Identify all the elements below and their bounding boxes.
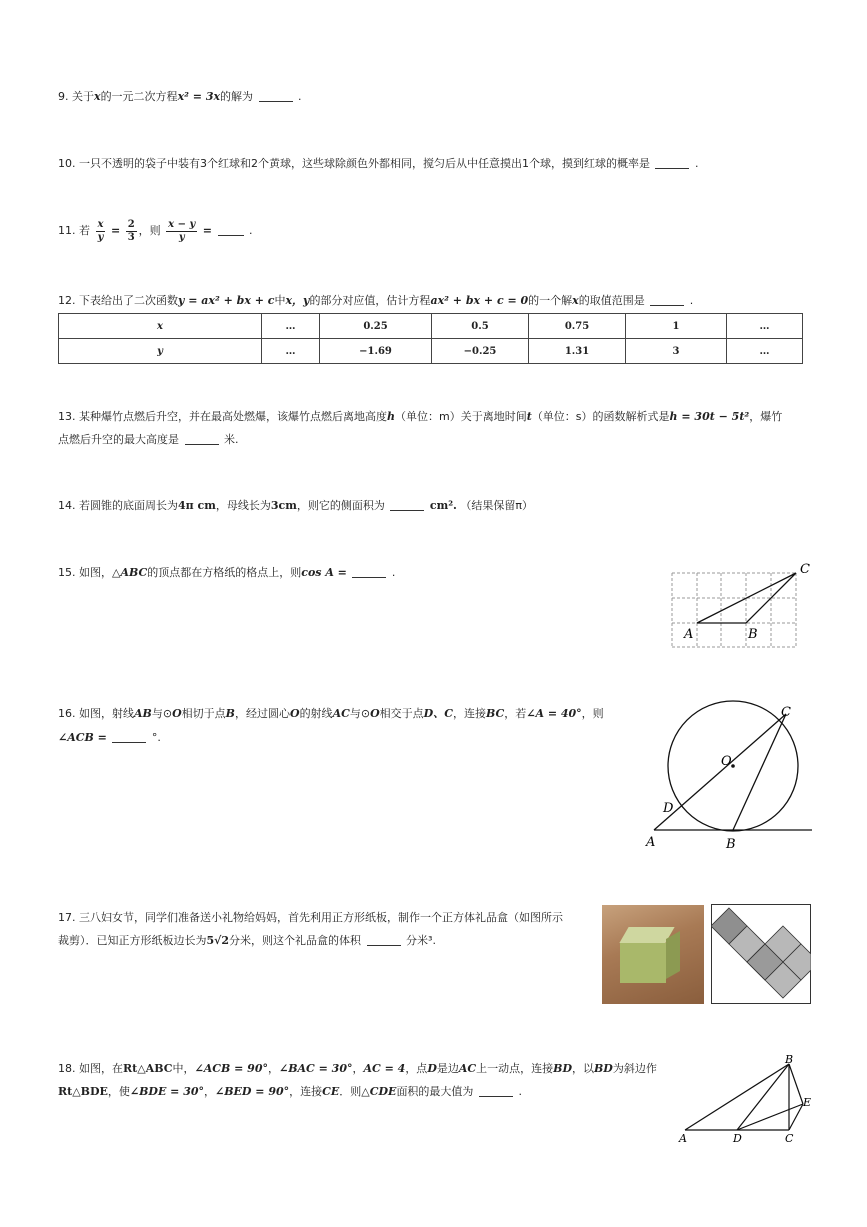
question-17-line-1 bbox=[58, 906, 563, 929]
q16-o1: O bbox=[172, 707, 182, 720]
q16-o2: O bbox=[289, 707, 300, 720]
q9-tail: . bbox=[298, 90, 302, 103]
table-row bbox=[59, 339, 803, 364]
q16-ab: AB bbox=[134, 707, 152, 720]
q15-tail: . bbox=[391, 566, 396, 579]
question-14 bbox=[58, 494, 533, 517]
label-e: E bbox=[803, 1096, 812, 1109]
q14-perimeter: 4π cm bbox=[178, 499, 216, 512]
q16-text-e: 的射线 bbox=[299, 707, 333, 720]
answer-blank[interactable] bbox=[390, 498, 424, 511]
table-cell: −1.69 bbox=[320, 339, 432, 364]
q9-suffix: 的解为 bbox=[220, 90, 254, 103]
table-cell: y bbox=[59, 339, 262, 364]
q18-bd2: BD bbox=[594, 1062, 613, 1075]
answer-blank[interactable] bbox=[112, 730, 146, 743]
q15-triangle: △ABC bbox=[112, 566, 148, 579]
question-10 bbox=[58, 152, 698, 175]
q16-ac: AC bbox=[332, 707, 350, 720]
q16-text-h: ，连接 bbox=[452, 707, 486, 720]
answer-blank[interactable] bbox=[650, 293, 684, 306]
q13-text-d: ，爆竹 bbox=[749, 410, 783, 423]
q16-text-g: 相交于点 bbox=[379, 707, 424, 720]
q17-text-a: 裁剪）．已知正方形纸板边长为 bbox=[58, 934, 207, 947]
q14-length: 3cm bbox=[270, 499, 297, 512]
table-cell: −0.25 bbox=[432, 339, 529, 364]
answer-blank[interactable] bbox=[352, 565, 386, 578]
label-b: B bbox=[726, 837, 736, 852]
q12-mid2: 的部分对应值，估计方程 bbox=[309, 294, 431, 307]
q16-bc: BC bbox=[485, 707, 505, 720]
value-table bbox=[58, 313, 803, 364]
answer-blank[interactable] bbox=[655, 156, 689, 169]
q18-d: D bbox=[427, 1062, 437, 1075]
q12-var: x bbox=[572, 294, 579, 307]
q10-tail: . bbox=[694, 157, 699, 170]
table-cell: x bbox=[59, 314, 262, 339]
label-a: A bbox=[646, 835, 656, 850]
q16-o3: O bbox=[370, 707, 380, 720]
q12-suffix: 的取值范围是 bbox=[578, 294, 645, 307]
label-c: C bbox=[781, 705, 791, 720]
label-b: B bbox=[785, 1053, 794, 1066]
question-13-line-2 bbox=[58, 428, 239, 451]
q18-text-f: ，以 bbox=[572, 1062, 594, 1075]
q9-mid: 的一元二次方程 bbox=[100, 90, 178, 103]
table-cell: 1.31 bbox=[529, 339, 626, 364]
q18-c4: ∠BDE = 30° bbox=[129, 1085, 205, 1098]
q13-text-a: 13. 某种爆竹点燃后升空，并在最高处燃爆，该爆竹点燃后离地高度 bbox=[58, 410, 387, 423]
table-cell: 0.25 bbox=[320, 314, 432, 339]
q18-c5: ∠BED = 90° bbox=[215, 1085, 290, 1098]
q18-rt2: Rt△BDE bbox=[58, 1085, 108, 1098]
label-a: A bbox=[679, 1132, 687, 1144]
q18-bd: BD bbox=[553, 1062, 572, 1075]
q16-text-j: ，则 bbox=[581, 707, 604, 720]
answer-blank[interactable] bbox=[259, 89, 293, 102]
q12-mid3: 的一个解 bbox=[528, 294, 573, 307]
q9-equation: x² = 3x bbox=[177, 90, 221, 103]
fraction-x-minus-y-over-y: $\frac{x - y}{y}$ bbox=[168, 218, 196, 243]
label-d: D bbox=[663, 801, 674, 816]
q16-text-b: 与⊙ bbox=[151, 707, 173, 720]
q11-prefix: 11. 若 bbox=[58, 224, 90, 237]
q13-line2: 点燃后升空的最大高度是 bbox=[58, 433, 179, 446]
label-o: O bbox=[721, 754, 732, 769]
q13-text-b: （单位：m）关于离地时间 bbox=[395, 410, 527, 423]
question-15 bbox=[58, 561, 395, 584]
answer-blank[interactable] bbox=[185, 432, 219, 445]
q18-text-2d: 面积的最大值为 bbox=[396, 1085, 474, 1098]
q18-rt1: Rt△ABC bbox=[123, 1062, 173, 1075]
fraction-2-over-3: $\frac{2}{3}$ bbox=[127, 218, 135, 243]
q15-prefix: 15. 如图， bbox=[58, 566, 112, 579]
q18-text-b: 中， bbox=[172, 1062, 195, 1075]
label-b: B bbox=[748, 627, 758, 642]
q18-ac: AC bbox=[458, 1062, 477, 1075]
q18-sep2: ， bbox=[352, 1062, 364, 1075]
q18-text-g: 为斜边作 bbox=[612, 1062, 657, 1075]
q12-prefix: 12. 下表给出了二次函数 bbox=[58, 294, 178, 307]
label-c: C bbox=[800, 562, 810, 577]
q13-t: t bbox=[526, 410, 532, 423]
label-a: A bbox=[684, 627, 694, 642]
q11-tail: . bbox=[249, 224, 253, 237]
q12-func: y = ax² + bx + c bbox=[178, 294, 275, 307]
question-11 bbox=[58, 216, 253, 246]
q16-dc: D、C bbox=[423, 707, 453, 720]
label-d: D bbox=[733, 1132, 742, 1144]
q18-c1: ∠ACB = 90° bbox=[194, 1062, 268, 1075]
q12-vars: x，y bbox=[285, 294, 310, 307]
right-triangle-figure bbox=[675, 1052, 815, 1144]
table-cell: 0.5 bbox=[432, 314, 529, 339]
answer-blank[interactable] bbox=[479, 1084, 513, 1097]
q14-prefix: 14. 若圆锥的底面周长为 bbox=[58, 499, 178, 512]
question-18-line-1 bbox=[58, 1057, 657, 1080]
table-cell: … bbox=[727, 314, 803, 339]
answer-blank[interactable] bbox=[367, 933, 401, 946]
table-cell: 3 bbox=[626, 339, 727, 364]
table-cell: 1 bbox=[626, 314, 727, 339]
cube-net-figure bbox=[711, 904, 811, 1004]
question-13-line-1 bbox=[58, 405, 782, 428]
q18-text-c: ，点 bbox=[405, 1062, 428, 1075]
q15-mid: 的顶点都在方格纸的格点上，则 bbox=[147, 566, 302, 579]
q18-text-e: 上一动点，连接 bbox=[476, 1062, 554, 1075]
q18-c2: ∠BAC = 30° bbox=[278, 1062, 353, 1075]
q18-tail: . bbox=[518, 1085, 522, 1098]
question-17-line-2 bbox=[58, 929, 436, 952]
table-row bbox=[59, 314, 803, 339]
q13-unit: 米. bbox=[224, 433, 239, 446]
q13-text-c: （单位：s）的函数解析式是 bbox=[531, 410, 670, 423]
q11-eq: = bbox=[110, 224, 121, 237]
q18-text-a: 18. 如图，在 bbox=[58, 1062, 123, 1075]
circle-tangent-figure bbox=[640, 700, 815, 852]
q18-c3: AC = 4 bbox=[363, 1062, 406, 1075]
q16-tail: °. bbox=[151, 731, 161, 744]
q16-text-a: 16. 如图，射线 bbox=[58, 707, 134, 720]
q14-unit: cm². bbox=[429, 499, 457, 512]
q14-mid: ，母线长为 bbox=[215, 499, 271, 512]
q18-ce: CE bbox=[322, 1085, 340, 1098]
q17-side: 5√2 bbox=[206, 934, 230, 947]
q15-expr: cos A = bbox=[301, 566, 347, 579]
q16-text-c: 相切于点 bbox=[181, 707, 226, 720]
q17-line1: 17. 三八妇女节，同学们准备送小礼物给妈妈，首先利用正方形纸板，制作一个正方体礼品盒（如图所示 bbox=[58, 911, 563, 924]
table-cell: … bbox=[727, 339, 803, 364]
q18-text-2c: ．则 bbox=[339, 1085, 362, 1098]
q18-sep3: ， bbox=[204, 1085, 216, 1098]
q13-h: h bbox=[387, 410, 395, 423]
question-16-line-1 bbox=[58, 702, 604, 725]
q17-unit: 分米³. bbox=[406, 934, 436, 947]
gift-box-photo bbox=[602, 905, 704, 1004]
answer-blank[interactable] bbox=[218, 223, 244, 236]
q16-text-f: 与⊙ bbox=[349, 707, 371, 720]
q16-expr: ∠ACB = bbox=[58, 731, 107, 744]
q12-equation: ax² + bx + c = 0 bbox=[430, 294, 529, 307]
q14-note: （结果保留π） bbox=[460, 499, 533, 512]
q18-text-d: 是边 bbox=[436, 1062, 459, 1075]
fraction-x-over-y: $\frac{x}{y}$ bbox=[97, 218, 104, 243]
q11-mid: ，则 bbox=[138, 224, 161, 237]
q9-prefix: 9. 关于 bbox=[58, 90, 94, 103]
table-cell: … bbox=[262, 339, 320, 364]
q12-tail: . bbox=[689, 294, 694, 307]
q18-tri: △CDE bbox=[361, 1085, 397, 1098]
question-12 bbox=[58, 289, 693, 312]
q10-text: 10. 一只不透明的袋子中装有3个红球和2个黄球，这些球除颜色外都相同，搅匀后从中任意摸出1个球，摸到红球的概率是 bbox=[58, 157, 650, 170]
grid-triangle-figure bbox=[664, 560, 814, 656]
table-cell: 0.75 bbox=[529, 314, 626, 339]
table-cell: … bbox=[262, 314, 320, 339]
q16-angle-a: ∠A = 40° bbox=[526, 707, 582, 720]
q9-var: x bbox=[94, 90, 101, 103]
q18-text-2a: ，使 bbox=[107, 1085, 130, 1098]
q17-text-b: 分米，则这个礼品盒的体积 bbox=[229, 934, 362, 947]
q18-sep1: ， bbox=[267, 1062, 279, 1075]
question-16-line-2 bbox=[58, 726, 161, 749]
question-9 bbox=[58, 85, 302, 108]
q18-text-2b: ，连接 bbox=[289, 1085, 323, 1098]
label-c: C bbox=[785, 1132, 794, 1144]
q13-formula: h = 30t − 5t² bbox=[669, 410, 750, 423]
q11-eq2: = bbox=[202, 224, 212, 237]
q14-suffix: ，则它的侧面积为 bbox=[296, 499, 385, 512]
q16-text-d: ，经过圆心 bbox=[234, 707, 290, 720]
q16-text-i: ，若 bbox=[504, 707, 527, 720]
ray-ac bbox=[654, 714, 786, 830]
q16-b: B bbox=[225, 707, 235, 720]
q12-mid1: 中 bbox=[274, 294, 286, 307]
question-18-line-2 bbox=[58, 1080, 522, 1103]
